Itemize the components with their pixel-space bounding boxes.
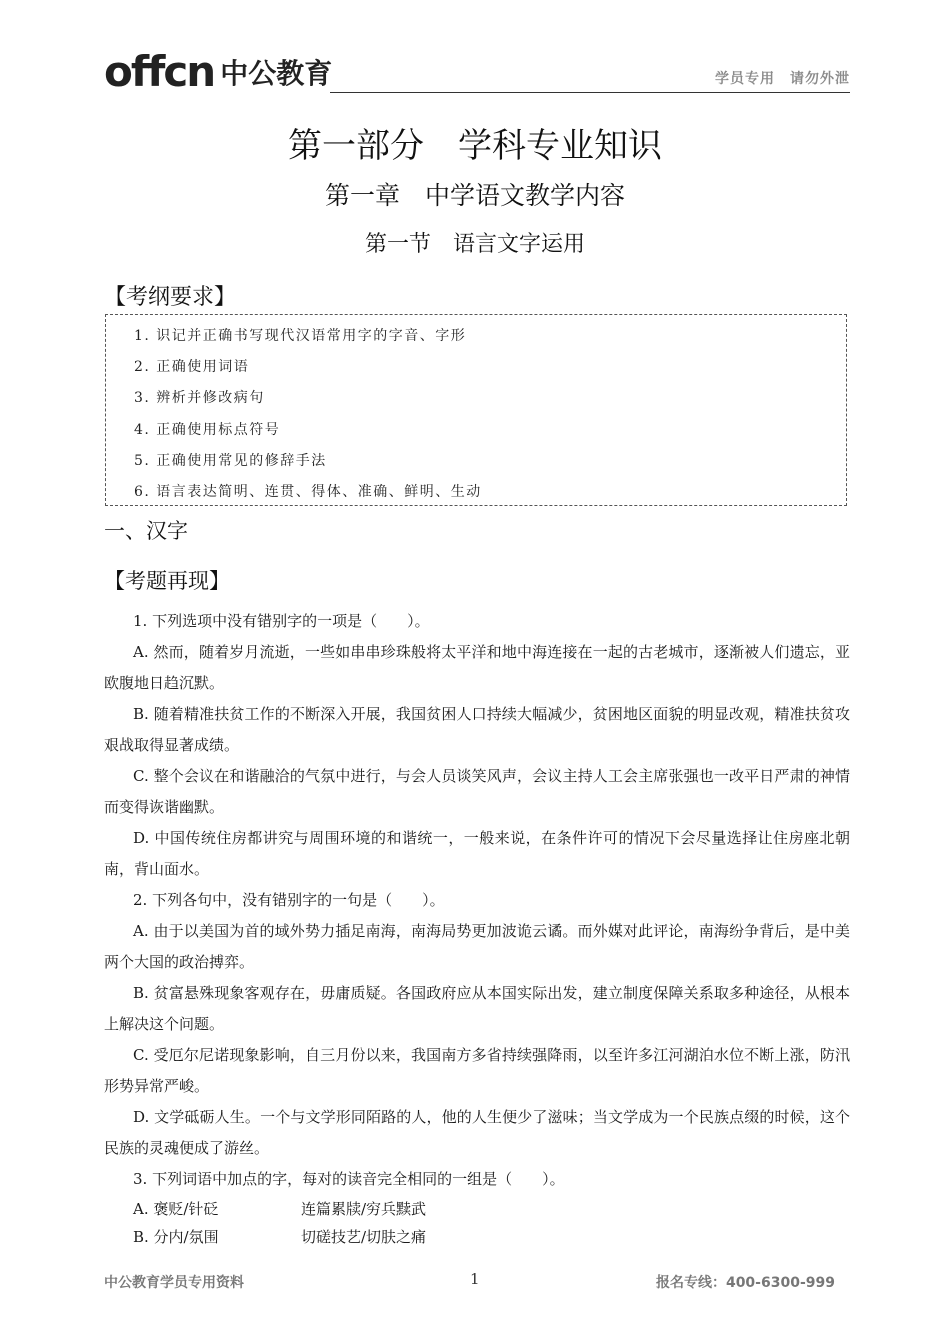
page-number: 1 xyxy=(470,1270,480,1288)
questions xyxy=(104,606,850,1251)
question-option: B. 贫富悬殊现象客观存在，毋庸质疑。各国政府应从本国实际出发，建立制度保障关系取多种途径，从根本上解决这个问题。 xyxy=(104,984,850,1033)
requirements-heading: 【考纲要求】 xyxy=(104,285,237,310)
requirement-item: 6. 语言表达简明、连贯、得体、准确、鲜明、生动 xyxy=(134,484,482,501)
question-option: C. 受厄尔尼诺现象影响，自三月份以来，我国南方多省持续强降雨，以至许多江河湖泊水位不断上涨，防汛形势异常严峻。 xyxy=(104,1046,850,1095)
header-divider xyxy=(330,92,850,93)
offcn-logo xyxy=(104,44,332,94)
requirement-item: 4. 正确使用标点符号 xyxy=(134,421,281,438)
header-note: 学员专用 请勿外泄 xyxy=(715,71,850,87)
option-right: 连篇累牍/穷兵黩武 xyxy=(301,1200,427,1218)
option-left: A. 褒贬/针砭 xyxy=(133,1200,219,1218)
chapter-title: 第一章 中学语文教学内容 xyxy=(324,181,625,210)
part-heading-hanzi: 一、汉字 xyxy=(104,519,188,543)
section-title: 第一节 语言文字运用 xyxy=(364,232,585,257)
question-option: A. 然而，随着岁月流逝，一些如串串珍珠般将太平洋和地中海连接在一起的古老城市，逐渐被人们遗忘，亚欧腹地日趋沉默。 xyxy=(104,643,850,692)
question-option: D. 中国传统住房都讲究与周围环境的和谐统一，一般来说，在条件许可的情况下会尽量选择让住房座北朝南，背山面水。 xyxy=(104,829,850,878)
question-stem: 3. 下列词语中加点的字，每对的读音完全相同的一组是（ ）。 xyxy=(133,1170,565,1188)
question-option: D. 文学砥砺人生。一个与文学形同陌路的人，他的人生便少了滋味；当文学成为一个民族点缀的时候，这个民族的灵魂便成了游丝。 xyxy=(104,1108,850,1157)
question-option-row xyxy=(104,1223,850,1251)
option-left: B. 分内/氛围 xyxy=(133,1228,219,1246)
question-option: C. 整个会议在和谐融洽的气氛中进行，与会人员谈笑风声，会议主持人工会主席张强也一改平日严肃的神情而变得诙谐幽默。 xyxy=(104,767,850,816)
logo-wordmark: offcn xyxy=(104,47,215,96)
footer-label: 中公教育学员专用资料 xyxy=(104,1275,244,1291)
question-option: B. 随着精准扶贫工作的不断深入开展，我国贫困人口持续大幅减少，贫困地区面貌的明显改观，精准扶贫攻艰战取得显著成绩。 xyxy=(104,705,850,754)
question-stem: 2. 下列各句中，没有错别字的一句是（ ）。 xyxy=(133,891,445,909)
requirement-item: 3. 辨析并修改病句 xyxy=(134,390,265,407)
question-option: A. 由于以美国为首的域外势力插足南海，南海局势更加波诡云谲。而外媒对此评论，南海纷争背后，是中美两个大国的政治搏弈。 xyxy=(104,922,850,971)
requirement-item: 5. 正确使用常见的修辞手法 xyxy=(134,452,327,469)
option-right: 切磋技艺/切肤之痛 xyxy=(301,1228,427,1246)
exam-heading: 【考题再现】 xyxy=(104,569,230,593)
part-title: 第一部分 学科专业知识 xyxy=(288,126,662,166)
requirements-box xyxy=(105,314,847,506)
question-option-row xyxy=(104,1195,850,1223)
question-stem: 1. 下列选项中没有错别字的一项是（ ）。 xyxy=(133,612,430,630)
requirement-item: 1. 识记并正确书写现代汉语常用字的字音、字形 xyxy=(134,328,467,344)
requirement-item: 2. 正确使用词语 xyxy=(134,359,250,376)
footer-hotline: 报名专线：400-6300-999 xyxy=(655,1275,835,1291)
logo-chinese: 中公教育 xyxy=(220,57,333,90)
